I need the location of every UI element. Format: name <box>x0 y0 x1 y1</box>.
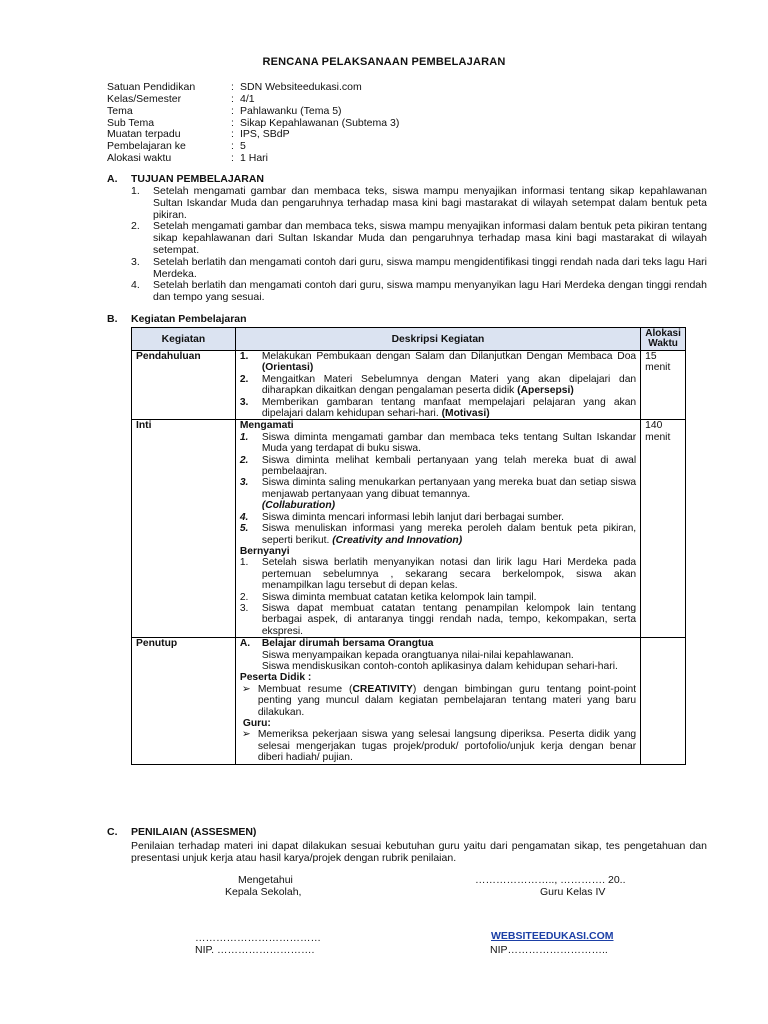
penilaian-text: Penilaian terhadap materi ini dapat dilakukan sesuai kebutuhan guru yaitu dari pengamatan sikap, tes pengetahuan dan presentasi unjuk kerja atau hasil karya/projek dengan rubrik penilaian. <box>131 840 707 864</box>
list-item: 2. Setelah mengamati gambar dan membaca teks, siswa mampu menyajikan informasi dalam bentuk peta pikiran tentang sikap kepahlawanan dari Sultan Iskandar Muda dan pengaruhnya terhadap masa kini bagi mastarakat di wilayah setempat. <box>131 220 707 256</box>
header-deskripsi: Deskripsi Kegiatan <box>235 328 640 351</box>
table-header-row <box>132 328 686 351</box>
table-row <box>132 420 686 638</box>
website-link[interactable]: WEBSITEEDUKASI.COM <box>491 930 614 942</box>
row-label-penutup: Penutup <box>132 638 236 764</box>
time-pendahuluan: 15 menit <box>641 351 686 420</box>
arrow-bullet-icon: ➢ <box>241 729 251 741</box>
tujuan-list <box>131 186 707 304</box>
header-kegiatan: Kegiatan <box>132 328 236 351</box>
list-item: 1. Setelah mengamati gambar dan membaca teks, siswa mampu menyajikan informasi tentang sikap kepahlawanan Sultan Iskandar Muda dan pengaruhnya terhadap masa kini bagi mastarakat di wilayah setempat dalam bentuk peta pikiran. <box>131 185 707 221</box>
guru-nip: NIP……………………….. <box>490 944 608 956</box>
list-item: 4. Setelah berlatih dan mengamati contoh dari guru, siswa mampu menyanyikan lagu Hari Merdeka dengan tinggi rendah dan tempo yang sesuai. <box>131 279 707 304</box>
kepala-nip: NIP. ………………………. <box>195 944 315 956</box>
table-row <box>132 351 686 420</box>
arrow-bullet-icon: ➢ <box>241 683 251 695</box>
kegiatan-table <box>131 327 686 765</box>
kepala-name-line: ……………………………… <box>195 932 321 944</box>
row-label-pendahuluan: Pendahuluan <box>132 351 236 420</box>
page-title: RENCANA PELAKSANAAN PEMBELAJARAN <box>262 56 506 68</box>
time-inti: 140 menit <box>641 420 686 638</box>
mengetahui-label: Mengetahui <box>238 874 293 886</box>
list-item: 3. Setelah berlatih dan mengamati contoh dari guru, siswa mampu mengidentifikasi tinggi rendah nada dari teks lagu Hari Merdeka. <box>131 255 707 280</box>
table-row <box>132 638 686 764</box>
row-label-inti: Inti <box>132 420 236 638</box>
kepala-label: Kepala Sekolah, <box>225 886 302 898</box>
header-alokasi: Alokasi Waktu <box>641 328 686 351</box>
time-penutup <box>641 638 686 764</box>
date-line: ………………….., …………. 20.. <box>475 874 626 886</box>
penutup-desc: A. Belajar dirumah bersama Orangtua Siswa menyampaikan kepada orangtuanya nilai-nilai kepahlawanan. Siswa mendiskusikan contoh-contoh aplikasinya dalam kehidupan sehari-hari. Peserta Didik : ➢ Membuat resume (CREATIVITY) dengan bimbingan guru tentang point-point penting yang muncul dalam kegiatan pembelajaran tentang materi yang baru dilakukan. Guru: ➢ Memeriksa pekerjaan siswa yang selesai langsung diperiksa. Peserta didik yang selesai mengerjakan tugas projek/produk/ portofolio/unjuk kerja dengan benar diberi hadiah/ pujian. <box>235 638 640 764</box>
pendahuluan-desc: 1. Melakukan Pembukaan dengan Salam dan Dilanjutkan Dengan Membaca Doa (Orientasi) 2. Mengaitkan Materi Sebelumnya dengan Materi yang akan dipelajari dan diharapkan dikaitkan dengan pengalaman peserta didik (Apersepsi) 3. Memberikan gambaran tentang manfaat mempelajari pelajaran yang akan dipelajari dalam kehidupan sehari-hari. (Motivasi) <box>235 351 640 420</box>
guru-label: Guru Kelas IV <box>540 886 606 898</box>
inti-desc: Mengamati 1. Siswa diminta mengamati gambar dan membaca teks tentang Sultan Iskandar Muda yang terdapat di buku siswa. 2. Siswa diminta melihat kembali pertanyaan yang telah mereka buat di awal pembelaajran. 3. Siswa diminta saling menukarkan pertanyaan yang mereka buat dan setiap siswa menjawab pertanyaan yang dibuat temannya. (Collaburation) 4. Siswa diminta mencari informasi lebih lanjut dari berbagai sumber. 5. Siswa menuliskan informasi yang mereka peroleh dalam bentuk peta pikiran, seperti berikut. (Creativity and Innovation) Bernyanyi 1. Setelah siswa berlatih menyanyikan notasi dan lirik lagu Hari Merdeka pada pertemuan sebelumnya , sekarang secara berkelompok, siswa akan menampilkan lagu tersebut di depan kelas. 2. Siswa diminta membuat catatan ketika kelompok lain tampil. 3. Siswa dapat membuat catatan tentang penampilan kelompok lain tentang berbagai aspek, di antaranya tinggi rendah nada, tempo, kekompakan, serta ekspresi. <box>235 420 640 638</box>
